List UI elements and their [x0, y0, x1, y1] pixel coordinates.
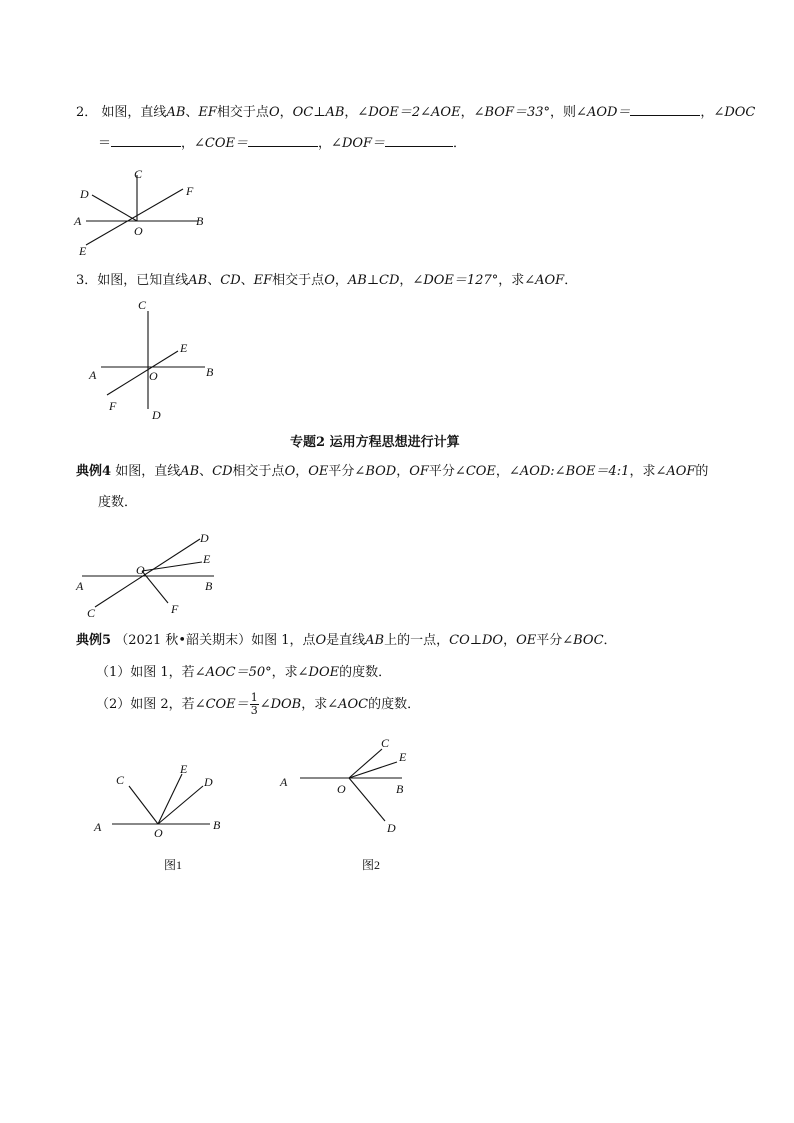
label-c: C: [87, 606, 96, 620]
label-b: B: [205, 579, 213, 593]
label-e: E: [180, 341, 188, 355]
answer-blank-coe[interactable]: [248, 134, 318, 147]
label-b: B: [196, 214, 204, 228]
fraction-one-third: $\frac{1}{3}$: [250, 691, 258, 717]
label-a: A: [94, 820, 102, 834]
label-b: B: [396, 782, 404, 796]
ray-oe: [349, 762, 397, 778]
label-d: D: [204, 775, 213, 789]
label-e: E: [399, 750, 407, 764]
figure-example5-fig2: [276, 735, 416, 873]
label-f: F: [186, 184, 194, 198]
problem3-line: 3．如图，已知直线AB、CD、EF相交于点O，AB⊥CD，∠DOE＝127°，求∠AOF．: [76, 273, 578, 288]
label-d: D: [200, 531, 209, 545]
label-d: D: [80, 187, 89, 201]
label-o: O: [337, 782, 346, 796]
label-d: D: [152, 408, 161, 422]
example4-line1: 典例4 如图，直线AB、CD相交于点O，OE平分∠BOD，OF平分∠COE，∠AOD:∠BOE＝4:1，求∠AOF的: [76, 464, 709, 479]
problem2-number: 2．: [76, 105, 98, 120]
line-ef: [107, 351, 178, 395]
label-b: B: [206, 365, 214, 379]
example5-question1: （1）如图 1，若∠AOC＝50°，求∠DOE的度数．: [96, 665, 392, 680]
label-e: E: [203, 552, 211, 566]
topic2-heading: 专题2 运用方程思想进行计算: [290, 435, 460, 450]
problem2-line1: 2． 如图，直线AB、EF相交于点O，OC⊥AB，∠DOE＝2∠AOE，∠BOF＝33°，则∠AOD＝ ，∠DOC: [76, 105, 756, 120]
label-c: C: [134, 167, 143, 181]
label-f: F: [171, 602, 179, 616]
label-c: C: [381, 736, 390, 750]
problem2-line2: ＝ ，∠COE＝ ，∠DOF＝ ．: [98, 136, 467, 151]
caption-fig1: 图1: [164, 858, 183, 872]
label-o: O: [149, 369, 158, 383]
label-o: O: [136, 563, 145, 577]
answer-blank-doc[interactable]: [111, 134, 181, 147]
label-c: C: [138, 298, 147, 312]
ray-od: [158, 786, 203, 824]
label-e: E: [79, 244, 87, 258]
example5-tag: 典例5: [76, 633, 112, 648]
label-b: B: [213, 818, 221, 832]
ray-od: [92, 195, 137, 221]
label-a: A: [280, 775, 288, 789]
figure-example4: [72, 527, 222, 622]
example4-tag: 典例4: [76, 464, 112, 479]
ray-oe: [142, 562, 202, 571]
example5-line1: 典例5 （2021 秋•韶关期末）如图 1，点O是直线AB上的一点，CO⊥DO，OE平分∠BOC．: [76, 633, 617, 648]
label-a: A: [76, 579, 84, 593]
label-a: A: [74, 214, 82, 228]
ray-oc: [349, 749, 382, 778]
label-a: A: [89, 368, 97, 382]
example4-line2: 度数．: [98, 495, 138, 510]
figure-example5-fig1: [88, 758, 238, 873]
label-d: D: [387, 821, 396, 835]
problem3-number: 3．: [76, 273, 98, 288]
ray-oc: [129, 786, 158, 824]
label-o: O: [134, 224, 143, 238]
label-f: F: [109, 399, 117, 413]
ray-od: [349, 778, 385, 821]
label-c: C: [116, 773, 125, 787]
line-cd: [95, 539, 200, 607]
label-o: O: [154, 826, 163, 840]
caption-fig2: 图2: [362, 858, 381, 872]
ray-oe: [158, 774, 182, 824]
answer-blank-aod[interactable]: [630, 103, 700, 116]
figure-problem3: [85, 297, 225, 427]
label-e: E: [180, 762, 188, 776]
answer-blank-dof[interactable]: [385, 134, 453, 147]
figure-problem2: [70, 165, 220, 260]
example5-question2: （2）如图 2，若∠COE＝ $\frac{1}{3}$ ∠DOB，求∠AOC的度数．: [96, 691, 421, 717]
